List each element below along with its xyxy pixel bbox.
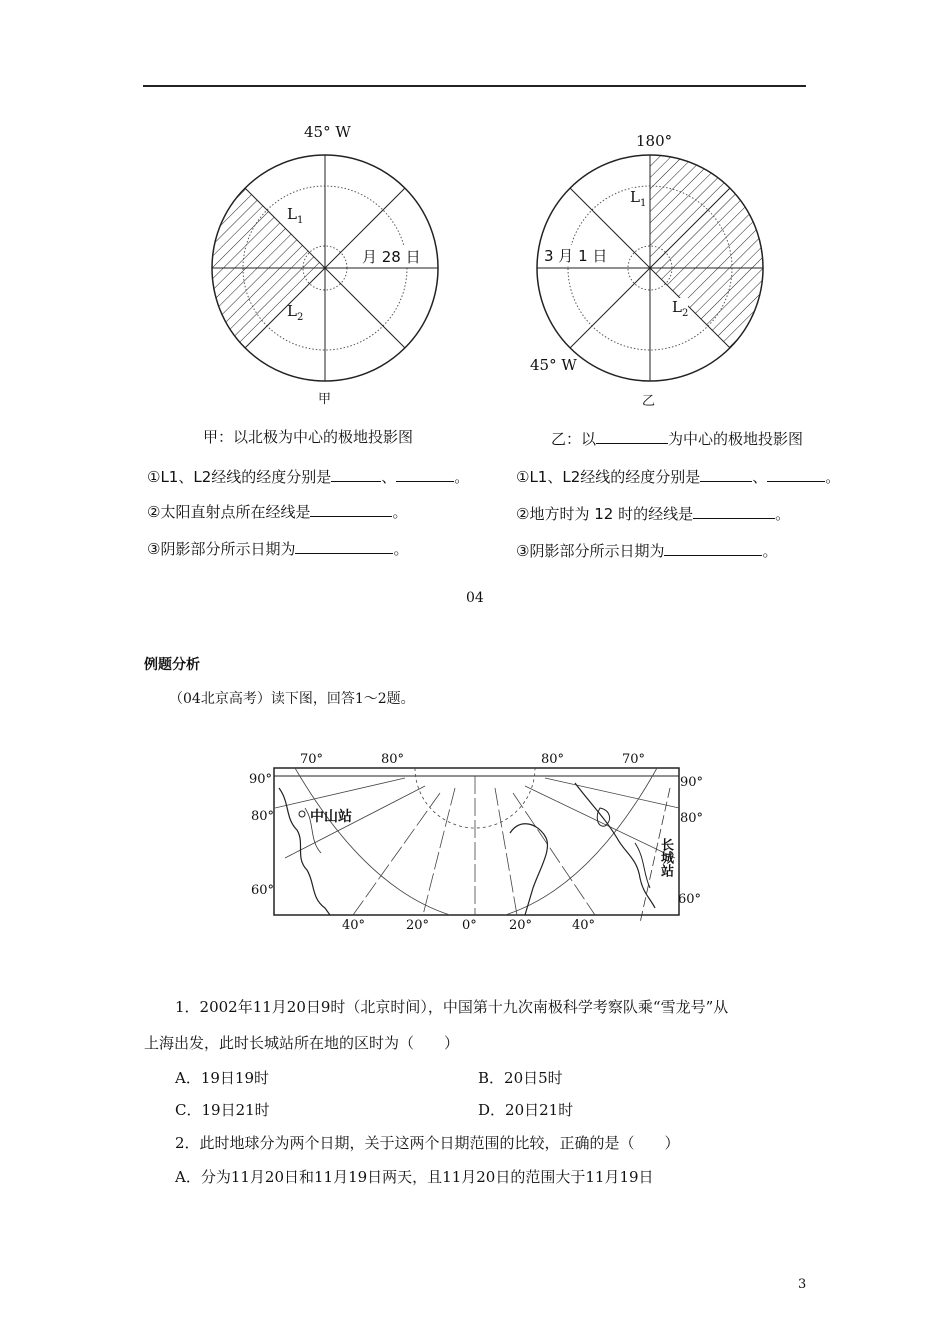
yi-title: 乙：以 为中心的极地投影图 [551, 430, 804, 448]
zhongshan-station-label: 中山站 [310, 809, 352, 825]
map-bottom-label: 20° [406, 918, 430, 933]
question1-line1: 1．2002年11月20日9时（北京时间），中国第十九次南极科学考察队乘“雪龙号”从 [175, 998, 729, 1016]
jia-date-label: 月 28 日 [362, 248, 421, 266]
yi-q1: ①L1、L2经线的经度分别是 、 。 [516, 468, 841, 486]
question1-option-b: B．20日5时 [478, 1069, 563, 1087]
yi-q2: ②地方时为 12 时的经线是 。 [516, 505, 791, 523]
jia-q2: ②太阳直射点所在经线是 。 [147, 503, 408, 521]
page-number: 3 [798, 1277, 807, 1292]
question1-option-c: C．19日21时 [175, 1101, 270, 1119]
map-right-label: 90° [680, 775, 704, 790]
yi-top-label: 180° [636, 132, 673, 150]
map-bottom-label: 0° [462, 918, 477, 933]
yi-l2-label: $L_2$ [672, 298, 689, 319]
map-top-label: 80° [541, 752, 565, 767]
map-top-label: 70° [622, 752, 646, 767]
header-rule [143, 85, 806, 87]
yi-q3: ③阴影部分所示日期为 。 [516, 542, 778, 560]
section-number: 04 [466, 590, 484, 606]
jia-q3: ③阴影部分所示日期为 。 [147, 540, 409, 558]
yi-caption-letter: 乙 [642, 394, 656, 409]
map-left-label: 90° [249, 772, 273, 787]
jia-l1-label: $L_1$ [287, 205, 304, 226]
map-top-label: 70° [300, 752, 324, 767]
map-bottom-label: 40° [572, 918, 596, 933]
question2-option-a: A．分为11月20日和11月19日两天，且11月20日的范围大于11月19日 [175, 1168, 654, 1186]
map-bottom-label: 40° [342, 918, 366, 933]
yi-date-label: 3 月 1 日 [544, 247, 608, 265]
question2-line1: 2．此时地球分为两个日期，关于这两个日期范围的比较，正确的是（ ） [175, 1134, 680, 1152]
map-frame [274, 768, 679, 915]
map-top-label: 80° [381, 752, 405, 767]
intro-text: （04北京高考）读下图，回答1～2题。 [169, 691, 415, 707]
antarctic-map [245, 748, 715, 938]
map-right-label: 80° [680, 811, 704, 826]
map-bottom-label: 20° [509, 918, 533, 933]
yi-l1-label: $L_1$ [630, 188, 647, 209]
section-heading: 例题分析 [144, 657, 200, 673]
question1-line2: 上海出发，此时长城站所在地的区时为（ ） [144, 1034, 460, 1052]
question1-option-a: A．19日19时 [175, 1069, 270, 1087]
yi-bottom-label: 45° W [530, 356, 577, 374]
jia-top-label: 45° W [304, 123, 351, 141]
question1-option-d: D．20日21时 [478, 1101, 574, 1119]
changcheng-station-label: 长城站 [658, 838, 673, 877]
jia-q1: ①L1、L2经线的经度分别是 、 。 [147, 468, 470, 486]
jia-caption-letter: 甲 [318, 392, 332, 407]
map-left-label: 60° [251, 883, 275, 898]
jia-l2-label: $L_2$ [287, 302, 304, 323]
jia-title: 甲：以北极为中心的极地投影图 [203, 428, 414, 446]
map-right-label: 60° [678, 892, 702, 907]
map-left-label: 80° [251, 809, 275, 824]
